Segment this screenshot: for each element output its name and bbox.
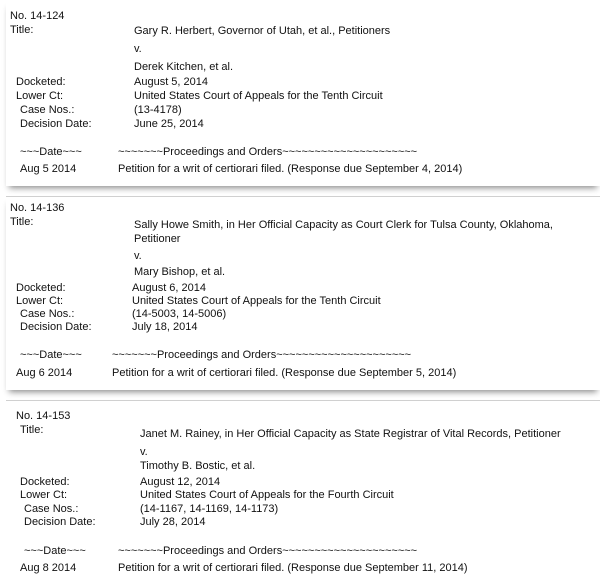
docketed-label: Docketed: [16, 76, 66, 88]
title-label: Title: [20, 424, 44, 436]
entry-date: Aug 5 2014 [20, 163, 77, 175]
case-nos-label: Case Nos.: [20, 308, 75, 320]
petitioner: Sally Howe Smith, in Her Official Capacity as Court Clerk for Tulsa County, Oklahoma, [134, 219, 553, 231]
respondent: Derek Kitchen, et al. [134, 61, 234, 73]
decision-date-label: Decision Date: [20, 118, 92, 130]
case-nos-value: (14-1167, 14-1169, 14-1173) [140, 503, 279, 515]
title-label: Title: [10, 24, 34, 36]
proceedings-column-header: ~~~~~~~Proceedings and Orders~~~~~~~~~~~~~~~~~~~~~ [118, 545, 418, 557]
lower-ct-value: United States Court of Appeals for the Tenth Circuit [132, 295, 381, 307]
docketed-label: Docketed: [20, 476, 70, 488]
docket-card-14-153 [6, 400, 600, 584]
proceedings-column-header: ~~~~~~~Proceedings and Orders~~~~~~~~~~~~~~~~~~~~~ [112, 349, 412, 361]
petitioner-continued: Petitioner [134, 233, 181, 245]
docketed-value: August 12, 2014 [140, 476, 221, 488]
docket-number: No. 14-153 [16, 410, 71, 422]
entry-text: Petition for a writ of certiorari filed. (Response due September 5, 2014) [112, 367, 457, 379]
lower-ct-value: United States Court of Appeals for the Tenth Circuit [134, 90, 383, 102]
entry-date: Aug 8 2014 [20, 562, 77, 574]
respondent: Timothy B. Bostic, et al. [140, 460, 256, 472]
docketed-value: August 6, 2014 [132, 282, 207, 294]
docket-card-14-136 [6, 196, 600, 390]
versus: v. [134, 43, 142, 55]
decision-date-label: Decision Date: [20, 321, 92, 333]
entry-text: Petition for a writ of certiorari filed. (Response due September 11, 2014) [118, 562, 468, 574]
case-nos-label: Case Nos.: [24, 503, 79, 515]
versus: v. [134, 250, 142, 262]
petitioner: Gary R. Herbert, Governor of Utah, et al., Petitioners [134, 25, 391, 37]
respondent: Mary Bishop, et al. [134, 266, 226, 278]
lower-ct-value: United States Court of Appeals for the Fourth Circuit [140, 489, 394, 501]
decision-date-value: July 28, 2014 [140, 516, 206, 528]
card-separator [6, 400, 600, 401]
proceedings-column-header: ~~~~~~~Proceedings and Orders~~~~~~~~~~~~~~~~~~~~~ [118, 146, 418, 158]
title-label: Title: [10, 216, 34, 228]
decision-date-label: Decision Date: [24, 516, 96, 528]
card-separator [6, 196, 600, 197]
docketed-value: August 5, 2014 [134, 76, 209, 88]
versus: v. [140, 446, 148, 458]
entry-date: Aug 6 2014 [16, 367, 73, 379]
docket-card-14-124 [6, 0, 600, 186]
date-column-header: ~~~Date~~~ [20, 349, 82, 361]
lower-ct-label: Lower Ct: [16, 295, 64, 307]
decision-date-value: July 18, 2014 [132, 321, 198, 333]
petitioner: Janet M. Rainey, in Her Official Capacity as State Registrar of Vital Records, Petitioner [140, 428, 561, 440]
date-column-header: ~~~Date~~~ [20, 146, 82, 158]
case-nos-label: Case Nos.: [20, 104, 75, 116]
docketed-label: Docketed: [16, 282, 66, 294]
lower-ct-label: Lower Ct: [16, 90, 64, 102]
date-column-header: ~~~Date~~~ [24, 545, 86, 557]
case-nos-value: (14-5003, 14-5006) [132, 308, 227, 320]
docket-number: No. 14-136 [10, 202, 65, 214]
decision-date-value: June 25, 2014 [134, 118, 204, 130]
case-nos-value: (13-4178) [134, 104, 182, 116]
entry-text: Petition for a writ of certiorari filed. (Response due September 4, 2014) [118, 163, 463, 175]
docket-number: No. 14-124 [10, 10, 65, 22]
lower-ct-label: Lower Ct: [20, 489, 68, 501]
